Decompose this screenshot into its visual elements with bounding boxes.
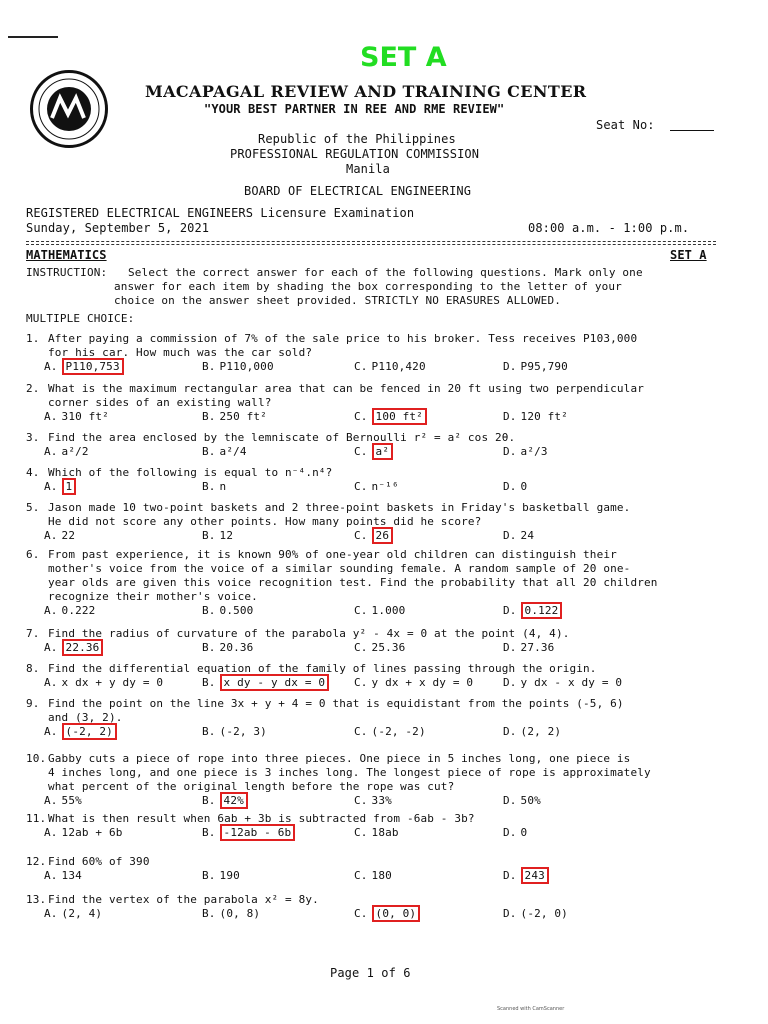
choice-text: 24 (520, 529, 535, 542)
choice-letter: B. (202, 869, 216, 882)
choice-letter: B. (202, 360, 216, 373)
choice-b[interactable] (202, 676, 329, 689)
choice-letter: A. (44, 907, 58, 920)
choice-text: y dx - x dy = 0 (520, 676, 623, 689)
choice-text: (-2, -2) (371, 725, 426, 738)
question-number: 13. (26, 893, 47, 906)
question-text: Find the differential equation of the family of lines passing through the origin. (48, 662, 597, 675)
question-text: What is the maximum rectangular area that can be fenced in 20 ft using two perpendicular (48, 382, 644, 395)
choice-letter: C. (354, 907, 368, 920)
choice-b[interactable] (202, 410, 267, 423)
choice-a[interactable] (44, 826, 123, 839)
choice-d[interactable] (503, 410, 568, 423)
question-number: 12. (26, 855, 47, 868)
choice-a[interactable] (44, 676, 163, 689)
marked-answer: x dy - y dx = 0 (220, 674, 330, 691)
question-text: corner sides of an existing wall? (48, 396, 272, 409)
choice-letter: D. (503, 604, 517, 617)
choice-letter: A. (44, 725, 58, 738)
choice-text: (2, 4) (61, 907, 103, 920)
set-badge: SET A (670, 248, 707, 262)
choice-text: 0 (520, 826, 528, 839)
choice-letter: B. (202, 604, 216, 617)
choice-text: (2, 2) (520, 725, 562, 738)
choice-text: 22 (61, 529, 76, 542)
choice-letter: D. (503, 725, 517, 738)
choice-text: a²/2 (61, 445, 89, 458)
choice-text: 12 (219, 529, 234, 542)
choice-text: 50% (520, 794, 541, 807)
marked-answer: 26 (372, 527, 394, 544)
choice-d[interactable] (503, 794, 541, 807)
marked-answer: P110,753 (62, 358, 124, 375)
question-text: From past experience, it is known 90% of one-year old children can distinguish their (48, 548, 617, 561)
question-text: recognize their mother's voice. (48, 590, 258, 603)
marked-answer: 243 (521, 867, 549, 884)
choice-c[interactable] (354, 641, 405, 654)
choice-letter: C. (354, 869, 368, 882)
choice-text: 33% (371, 794, 392, 807)
choice-letter: D. (503, 826, 517, 839)
choice-a[interactable] (44, 794, 82, 807)
choice-text: (-2, 3) (219, 725, 267, 738)
question-number: 10. (26, 752, 47, 765)
choice-letter: D. (503, 907, 517, 920)
choice-d[interactable] (503, 869, 549, 882)
choice-letter: B. (202, 641, 216, 654)
choice-letter: B. (202, 826, 216, 839)
choice-letter: C. (354, 826, 368, 839)
choice-text: 134 (61, 869, 82, 882)
choice-text: y dx + x dy = 0 (371, 676, 474, 689)
choice-letter: C. (354, 445, 368, 458)
choice-c[interactable] (354, 869, 392, 882)
choice-letter: A. (44, 604, 58, 617)
choice-a[interactable] (44, 869, 82, 882)
question-number: 8. (26, 662, 40, 675)
macapagal-seal-icon (30, 70, 108, 148)
choice-letter: A. (44, 360, 58, 373)
org-name: MACAPAGAL REVIEW AND TRAINING CENTER (145, 82, 587, 101)
question-text: After paying a commission of 7% of the sale price to his broker. Tess receives P103,000 (48, 332, 638, 345)
question-text: for his car. How much was the car sold? (48, 346, 313, 359)
choice-text: a²/4 (219, 445, 247, 458)
choice-letter: B. (202, 676, 216, 689)
choice-b[interactable] (202, 725, 267, 738)
choice-b[interactable] (202, 826, 295, 839)
question-text: What is then result when 6ab + 3b is subtracted from -6ab - 3b? (48, 812, 475, 825)
choice-text: 180 (371, 869, 392, 882)
question-number: 11. (26, 812, 47, 825)
mc-label: MULTIPLE CHOICE: (26, 312, 135, 325)
choice-letter: A. (44, 445, 58, 458)
question-text: Find the area enclosed by the lemniscate of Bernoulli r² = a² cos 2θ. (48, 431, 516, 444)
choice-text: P110,420 (371, 360, 426, 373)
question-text: Jason made 10 two-point baskets and 2 three-point baskets in Friday's basketball game. (48, 501, 631, 514)
choice-d[interactable] (503, 826, 527, 839)
choice-letter: D. (503, 869, 517, 882)
choice-d[interactable] (503, 604, 562, 617)
commission: PROFESSIONAL REGULATION COMMISSION (230, 147, 480, 161)
instruction-line: answer for each item by shading the box corresponding to the letter of your (114, 280, 622, 293)
question-number: 3. (26, 431, 40, 444)
choice-letter: A. (44, 641, 58, 654)
choice-a[interactable] (44, 725, 117, 738)
choice-c[interactable] (354, 529, 393, 542)
choice-letter: B. (202, 480, 216, 493)
choice-letter: C. (354, 410, 368, 423)
tagline: "YOUR BEST PARTNER IN REE AND RME REVIEW" (204, 102, 505, 116)
question-text: Find 60% of 390 (48, 855, 150, 868)
choice-c[interactable] (354, 410, 427, 423)
city: Manila (346, 162, 390, 176)
subject: MATHEMATICS (26, 248, 107, 262)
choice-b[interactable] (202, 907, 260, 920)
choice-letter: A. (44, 869, 58, 882)
choice-d[interactable] (503, 480, 527, 493)
choice-text: 0.500 (219, 604, 254, 617)
choice-a[interactable] (44, 410, 109, 423)
question-number: 9. (26, 697, 40, 710)
choice-d[interactable] (503, 529, 534, 542)
choice-letter: A. (44, 794, 58, 807)
divider (26, 241, 716, 242)
choice-letter: D. (503, 445, 517, 458)
choice-text: 55% (61, 794, 82, 807)
marked-answer: 1 (62, 478, 77, 495)
choice-letter: C. (354, 360, 368, 373)
choice-text: 250 ft² (219, 410, 267, 423)
choice-letter: B. (202, 907, 216, 920)
choice-letter: D. (503, 794, 517, 807)
exam-date: Sunday, September 5, 2021 (26, 221, 210, 235)
choice-d[interactable] (503, 676, 622, 689)
choice-text: 1.000 (371, 604, 406, 617)
choice-text: x dx + y dy = 0 (61, 676, 164, 689)
marked-answer: 100 ft² (372, 408, 427, 425)
choice-text: n (219, 480, 227, 493)
question-text: Find the radius of curvature of the parabola y² - 4x = 0 at the point (4, 4). (48, 627, 570, 640)
choice-text: 310 ft² (61, 410, 109, 423)
choice-text: 190 (219, 869, 240, 882)
choice-text: 12ab + 6b (61, 826, 123, 839)
choice-letter: A. (44, 410, 58, 423)
choice-letter: C. (354, 725, 368, 738)
choice-c[interactable] (354, 676, 473, 689)
page-number: Page 1 of 6 (330, 966, 411, 980)
choice-c[interactable] (354, 794, 392, 807)
choice-b[interactable] (202, 529, 233, 542)
choice-a[interactable] (44, 480, 76, 493)
choice-b[interactable] (202, 869, 240, 882)
question-number: 7. (26, 627, 40, 640)
choice-d[interactable] (503, 641, 554, 654)
choice-letter: D. (503, 480, 517, 493)
choice-text: (-2, 0) (520, 907, 568, 920)
choice-letter: B. (202, 794, 216, 807)
seat-number-field[interactable] (670, 130, 714, 131)
choice-letter: C. (354, 676, 368, 689)
choice-letter: D. (503, 410, 517, 423)
choice-d[interactable] (503, 907, 568, 920)
seat-label: Seat No: (596, 118, 655, 132)
choice-b[interactable] (202, 360, 274, 373)
choice-c[interactable] (354, 360, 426, 373)
choice-text: 20.36 (219, 641, 254, 654)
marked-answer: 42% (220, 792, 248, 809)
question-text: Which of the following is equal to n⁻⁴.n⁴? (48, 466, 333, 479)
choice-letter: D. (503, 529, 517, 542)
choice-text: 120 ft² (520, 410, 568, 423)
question-text: Find the point on the line 3x + y + 4 = 0 that is equidistant from the points (-5, 6) (48, 697, 624, 710)
choice-c[interactable] (354, 604, 405, 617)
question-text: 4 inches long, and one piece is 3 inches long. The longest piece of rope is approximately (48, 766, 651, 779)
choice-letter: D. (503, 360, 517, 373)
question-number: 6. (26, 548, 40, 561)
choice-letter: D. (503, 676, 517, 689)
choice-letter: C. (354, 604, 368, 617)
board: BOARD OF ELECTRICAL ENGINEERING (244, 184, 472, 198)
choice-c[interactable] (354, 725, 426, 738)
marked-answer: (0, 0) (372, 905, 421, 922)
choice-text: 27.36 (520, 641, 555, 654)
choice-text: (0, 8) (219, 907, 261, 920)
choice-letter: B. (202, 445, 216, 458)
choice-c[interactable] (354, 480, 399, 493)
divider (26, 244, 716, 245)
marked-answer: 0.122 (521, 602, 563, 619)
marked-answer: -12ab - 6b (220, 824, 296, 841)
instruction-line: choice on the answer sheet provided. STRICTLY NO ERASURES ALLOWED. (114, 294, 561, 307)
choice-a[interactable] (44, 641, 103, 654)
choice-c[interactable] (354, 907, 420, 920)
choice-letter: C. (354, 529, 368, 542)
choice-c[interactable] (354, 445, 393, 458)
choice-text: n⁻¹⁶ (371, 480, 399, 493)
choice-a[interactable] (44, 529, 75, 542)
exam-time: 08:00 a.m. - 1:00 p.m. (528, 221, 690, 235)
choice-text: 0.222 (61, 604, 96, 617)
set-label: SET A (360, 42, 447, 73)
choice-text: P110,000 (219, 360, 274, 373)
choice-d[interactable] (503, 445, 548, 458)
choice-a[interactable] (44, 604, 95, 617)
marked-answer: 22.36 (62, 639, 104, 656)
question-number: 2. (26, 382, 40, 395)
choice-text: 18ab (371, 826, 399, 839)
choice-b[interactable] (202, 445, 247, 458)
choice-text: P95,790 (520, 360, 568, 373)
question-text: Gabby cuts a piece of rope into three pieces. One piece in 5 inches long, one piece is (48, 752, 631, 765)
choice-b[interactable] (202, 604, 253, 617)
choice-letter: A. (44, 480, 58, 493)
choice-letter: A. (44, 529, 58, 542)
marked-answer: a² (372, 443, 394, 460)
choice-letter: A. (44, 676, 58, 689)
marked-answer: (-2, 2) (62, 723, 117, 740)
choice-letter: B. (202, 410, 216, 423)
instruction-label: INSTRUCTION: (26, 266, 108, 279)
question-text: and (3, 2). (48, 711, 123, 724)
choice-d[interactable] (503, 725, 561, 738)
choice-letter: B. (202, 725, 216, 738)
choice-b[interactable] (202, 794, 248, 807)
question-text: He did not score any other points. How many points did he score? (48, 515, 482, 528)
choice-b[interactable] (202, 641, 253, 654)
choice-letter: C. (354, 794, 368, 807)
instruction-line: Select the correct answer for each of the following questions. Mark only one (128, 266, 643, 279)
choice-text: 0 (520, 480, 528, 493)
exam-title: REGISTERED ELECTRICAL ENGINEERS Licensure Examination (26, 206, 415, 220)
republic: Republic of the Philippines (258, 132, 456, 146)
choice-letter: C. (354, 641, 368, 654)
scan-mark (8, 36, 58, 38)
scanner-note: Scanned with CamScanner (497, 1006, 565, 1012)
choice-text: 25.36 (371, 641, 406, 654)
choice-a[interactable] (44, 445, 89, 458)
choice-letter: D. (503, 641, 517, 654)
question-number: 1. (26, 332, 40, 345)
choice-c[interactable] (354, 826, 399, 839)
choice-letter: B. (202, 529, 216, 542)
choice-a[interactable] (44, 907, 102, 920)
question-text: year olds are given this voice recognition test. Find the probability that all 20 children (48, 576, 658, 589)
choice-a[interactable] (44, 360, 124, 373)
choice-d[interactable] (503, 360, 568, 373)
choice-letter: C. (354, 480, 368, 493)
question-number: 4. (26, 466, 40, 479)
choice-text: a²/3 (520, 445, 548, 458)
question-text: mother's voice from the voice of a similar sounding female. A random sample of 20 one- (48, 562, 631, 575)
choice-b[interactable] (202, 480, 226, 493)
question-text: what percent of the original length before the rope was cut? (48, 780, 455, 793)
question-text: Find the vertex of the parabola x² = 8y. (48, 893, 319, 906)
question-number: 5. (26, 501, 40, 514)
choice-letter: A. (44, 826, 58, 839)
